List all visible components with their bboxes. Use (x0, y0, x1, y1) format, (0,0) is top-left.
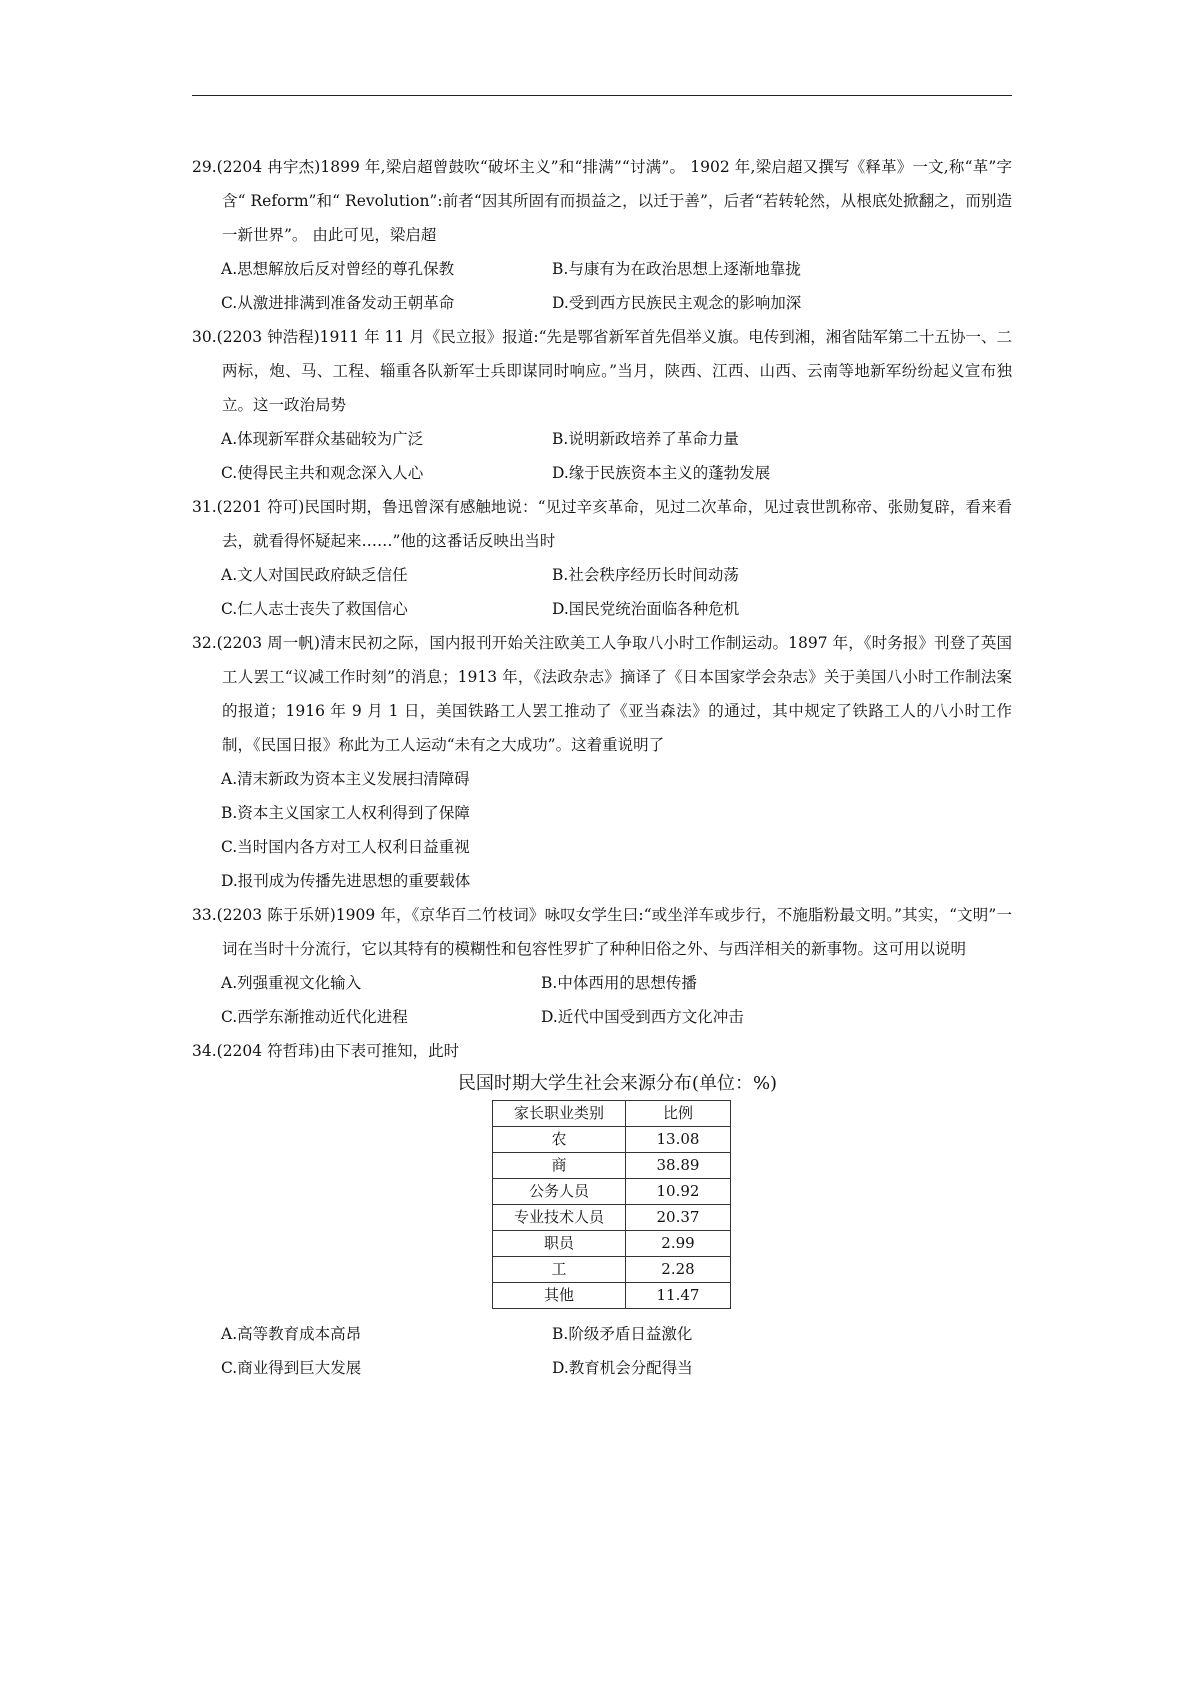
options-row (192, 1317, 1012, 1351)
option-c: C.商业得到巨大发展 (221, 1359, 362, 1377)
option-a: A.体现新军群众基础较为广泛 (221, 430, 424, 448)
option-a: A.列强重视文化输入 (221, 974, 362, 992)
table-cell: 2.99 (626, 1231, 731, 1257)
option-d: D.报刊成为传播先进思想的重要载体 (221, 872, 471, 890)
question-stem: 29.(2204 冉宇杰)1899 年,梁启超曾鼓吹“破坏主义”和“排满”“讨满”。 1902 年,梁启超又撰写《释革》一文,称“革”字含“ Reform”和“ Revolution”:前者“因其所固有而损益之，以迁于善”，后者“若转轮然，从根底处掀翻之，而别造一新世界”。 由此可见，梁启超 (192, 158, 1012, 244)
table-row (493, 1205, 731, 1231)
question-29 (192, 150, 1012, 320)
option-c: C.使得民主共和观念深入人心 (221, 464, 424, 482)
table-title: 民国时期大学生社会来源分布(单位：%) (457, 1073, 778, 1094)
question-stem: 30.(2203 钟浩程)1911 年 11 月《民立报》报道:“先是鄂省新军首先倡举义旗。电传到湘，湘省陆军第二十五协一、二两标，炮、马、工程、辎重各队新军士兵即谋同时响应。”当月，陕西、江西、山西、云南等地新军纷纷起义宣布独立。这一政治局势 (192, 328, 1012, 414)
table-cell: 职员 (493, 1231, 626, 1257)
question-33 (192, 898, 1012, 1034)
option-c: C.仁人志士丧失了救国信心 (221, 600, 408, 618)
question-stem: 32.(2203 周一帆)清末民初之际，国内报刊开始关注欧美工人争取八小时工作制运动。1897 年，《时务报》刊登了英国工人罢工“议减工作时刻”的消息；1913 年，《法政杂志》摘译了《日本国家学会杂志》关于美国八小时工作制法案的报道；1916 年 9 月 1 日，美国铁路工人罢工推动了《亚当森法》的通过，其中规定了铁路工人的八小时工作制，《民国日报》称此为工人运动“未有之大成功”。这着重说明了 (192, 634, 1012, 754)
column-header: 家长职业类别 (493, 1101, 626, 1127)
question-list (192, 150, 1012, 1385)
table-cell: 工 (493, 1257, 626, 1283)
question-30 (192, 320, 1012, 490)
table-cell: 专业技术人员 (493, 1205, 626, 1231)
option-c: C.当时国内各方对工人权利日益重视 (221, 838, 470, 856)
question-34 (192, 1034, 1012, 1385)
table-cell: 20.37 (626, 1205, 731, 1231)
options-row (192, 592, 1012, 626)
options-row (192, 1000, 1012, 1034)
option-b: B.资本主义国家工人权利得到了保障 (221, 804, 470, 822)
option-b: B.社会秩序经历长时间动荡 (552, 566, 739, 584)
table-row (493, 1231, 731, 1257)
option-b: B.中体西用的思想传播 (541, 974, 697, 992)
question-stem: 33.(2203 陈于乐妍)1909 年，《京华百二竹枝词》咏叹女学生曰:“或坐洋车或步行，不施脂粉最文明。”其实，“文明”一词在当时十分流行，它以其特有的模糊性和包容性罗扩了种种旧俗之外、与西洋相关的新事物。这可用以说明 (192, 906, 1012, 958)
option-b: B.阶级矛盾日益激化 (552, 1325, 693, 1343)
table-row (493, 1179, 731, 1205)
table-cell: 11.47 (626, 1283, 731, 1309)
options-row (192, 1351, 1012, 1385)
data-table (492, 1100, 731, 1309)
option-d: D.教育机会分配得当 (552, 1359, 693, 1377)
question-stem: 31.(2201 符可)民国时期，鲁迅曾深有感触地说：“见过辛亥革命，见过二次革命，见过袁世凯称帝、张勋复辟，看来看去，就看得怀疑起来……”他的这番话反映出当时 (192, 498, 1012, 550)
option-a: A.思想解放后反对曾经的尊孔保教 (221, 260, 455, 278)
table-row (493, 1153, 731, 1179)
table-row (493, 1257, 731, 1283)
options-row (192, 252, 1012, 286)
option-d: D.受到西方民族民主观念的影响加深 (552, 294, 802, 312)
question-31 (192, 490, 1012, 626)
options-row (192, 286, 1012, 320)
table-cell: 13.08 (626, 1127, 731, 1153)
option-d: D.近代中国受到西方文化冲击 (541, 1008, 744, 1026)
option-d: D.缘于民族资本主义的蓬勃发展 (552, 464, 771, 482)
table-cell: 10.92 (626, 1179, 731, 1205)
option-d: D.国民党统治面临各种危机 (552, 600, 740, 618)
option-b: B.与康有为在政治思想上逐渐地靠拢 (552, 260, 801, 278)
column-header: 比例 (626, 1101, 731, 1127)
option-a: A.清末新政为资本主义发展扫清障碍 (221, 770, 470, 788)
option-a: A.高等教育成本高昂 (221, 1325, 362, 1343)
option-c: C.西学东渐推动近代化进程 (221, 1008, 408, 1026)
options-row (192, 422, 1012, 456)
table-header-row (493, 1101, 731, 1127)
option-c: C.从激进排满到准备发动王朝革命 (221, 294, 455, 312)
table-cell: 公务人员 (493, 1179, 626, 1205)
table-cell: 2.28 (626, 1257, 731, 1283)
option-a: A.文人对国民政府缺乏信任 (221, 566, 408, 584)
table-cell: 农 (493, 1127, 626, 1153)
question-stem: 34.(2204 符哲玮)由下表可推知，此时 (192, 1042, 460, 1060)
options-column (192, 762, 1012, 898)
table-cell: 商 (493, 1153, 626, 1179)
question-32 (192, 626, 1012, 898)
data-table-block (192, 1068, 1012, 1309)
table-row (493, 1283, 731, 1309)
table-row (493, 1127, 731, 1153)
options-row (192, 456, 1012, 490)
table-cell: 38.89 (626, 1153, 731, 1179)
options-row (192, 558, 1012, 592)
options-row (192, 966, 1012, 1000)
header-rule (192, 95, 1012, 96)
option-b: B.说明新政培养了革命力量 (552, 430, 739, 448)
table-cell: 其他 (493, 1283, 626, 1309)
